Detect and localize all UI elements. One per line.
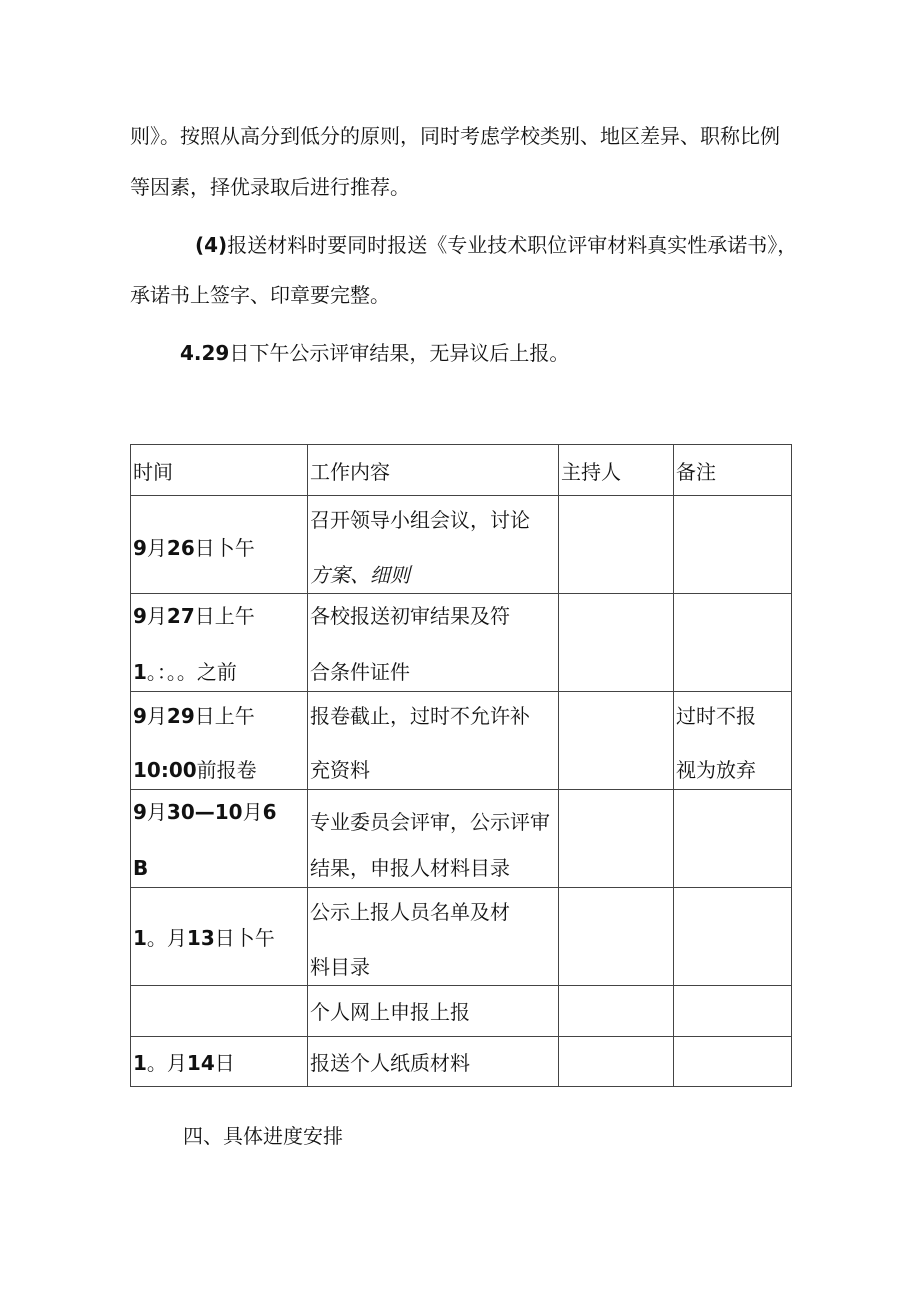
time-line-2: B — [133, 856, 149, 880]
cell-content — [308, 594, 559, 692]
cell-time — [131, 888, 308, 986]
content-line-1: 报卷截止，过时不允许补 — [310, 704, 530, 728]
cell-content — [308, 986, 559, 1037]
header-note-label: 备注 — [676, 460, 716, 484]
content-line-2: 料目录 — [310, 955, 370, 979]
header-time — [131, 445, 308, 496]
item-number: (4) — [195, 233, 228, 257]
cell-time — [131, 1037, 308, 1087]
paragraph-rules-line-2 — [130, 175, 410, 199]
cell-content — [308, 496, 559, 594]
header-host-label: 主持人 — [561, 460, 621, 484]
cell-content — [308, 692, 559, 790]
cell-host — [559, 594, 674, 692]
header-host — [559, 445, 674, 496]
cell-note — [674, 692, 792, 790]
paragraph-text: 承诺书上签字、印章要完整。 — [130, 283, 390, 307]
cell-time — [131, 594, 308, 692]
note-line-1: 过时不报 — [676, 704, 756, 728]
content-line-2: 结果，申报人材料目录 — [310, 856, 510, 880]
note-line-2: 视为放弃 — [676, 758, 756, 782]
time-text: 1。月13日卜午 — [133, 926, 275, 950]
content-line-1: 召开领导小组会议，讨论 — [310, 508, 530, 532]
cell-note — [674, 1037, 792, 1087]
table-row — [131, 496, 792, 594]
content-line-1: 报送个人纸质材料 — [310, 1051, 470, 1075]
cell-note — [674, 986, 792, 1037]
time-line-2: 1。：。。之前 — [133, 660, 237, 684]
content-line-1: 公示上报人员名单及材 — [310, 900, 510, 924]
paragraph-item-4-line-2 — [130, 283, 390, 307]
cell-content — [308, 790, 559, 888]
paragraph-text: 报送材料时要同时报送《专业技术职位评审材料真实性承诺书》， — [227, 233, 798, 257]
header-note — [674, 445, 792, 496]
time-text: 1。月14日 — [133, 1051, 235, 1075]
content-line-1: 个人网上申报上报 — [310, 1000, 470, 1024]
cell-content — [308, 1037, 559, 1087]
cell-content — [308, 888, 559, 986]
content-line-2: 充资料 — [310, 758, 370, 782]
paragraph-item-4-line-1 — [195, 233, 797, 257]
content-line-1: 专业委员会评审，公示评审 — [310, 810, 550, 834]
header-time-label: 时间 — [133, 460, 173, 484]
table-header-row — [131, 445, 792, 496]
time-line-1: 9月27日上午 — [133, 604, 255, 628]
time-line-1: 9月29日上午 — [133, 704, 255, 728]
cell-host — [559, 790, 674, 888]
content-line-2: 方案、细则 — [310, 563, 410, 587]
paragraph-text: 则》。按照从高分到低分的原则，同时考虑学校类别、地区差异、职称比例 — [130, 124, 780, 148]
cell-host — [559, 496, 674, 594]
section-heading-text: 四、具体进度安排 — [183, 1124, 343, 1148]
time-line-2: 10:00前报卷 — [133, 758, 257, 782]
header-content — [308, 445, 559, 496]
cell-note — [674, 496, 792, 594]
cell-note — [674, 790, 792, 888]
date-number: 4.29 — [180, 341, 230, 365]
content-line-1: 各校报送初审结果及符 — [310, 604, 510, 628]
paragraph-text: 日下午公示评审结果，无异议后上报。 — [229, 341, 570, 365]
time-text: 9月26日卜午 — [133, 536, 255, 560]
cell-time — [131, 496, 308, 594]
table-row — [131, 888, 792, 986]
section-heading — [183, 1124, 343, 1148]
cell-host — [559, 692, 674, 790]
paragraph-rules-line-1 — [130, 124, 780, 148]
cell-note — [674, 888, 792, 986]
table-row — [131, 1037, 792, 1087]
content-line-2: 合条件证件 — [310, 660, 410, 684]
table-row — [131, 594, 792, 692]
cell-note — [674, 594, 792, 692]
paragraph-announcement — [180, 341, 569, 365]
time-line-1: 9月30—10月6 — [133, 800, 277, 824]
paragraph-text: 等因素，择优录取后进行推荐。 — [130, 175, 410, 199]
cell-time — [131, 790, 308, 888]
header-content-label: 工作内容 — [310, 460, 390, 484]
cell-host — [559, 888, 674, 986]
cell-time — [131, 692, 308, 790]
cell-time — [131, 986, 308, 1037]
table-row — [131, 790, 792, 888]
table-row — [131, 692, 792, 790]
cell-host — [559, 986, 674, 1037]
cell-host — [559, 1037, 674, 1087]
table-row — [131, 986, 792, 1037]
schedule-table — [130, 444, 792, 1087]
